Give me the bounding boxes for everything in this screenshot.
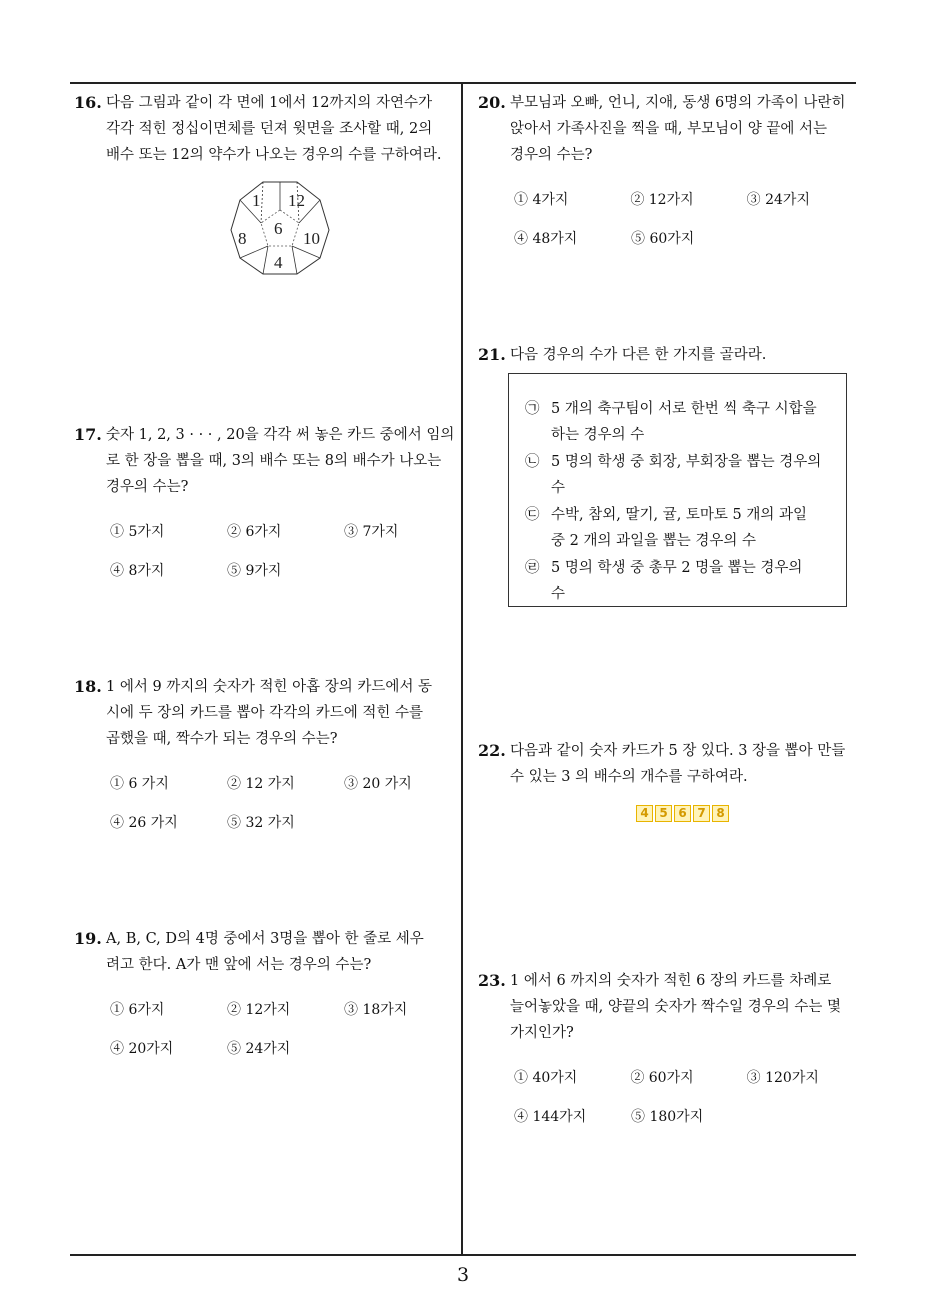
item-line: 수박, 참외, 딸기, 귤, 토마토 5 개의 과일: [551, 507, 808, 523]
stem-line: 수 있는 3 의 배수의 개수를 구하여라.: [510, 769, 748, 785]
stem-line: 려고 한다. A가 맨 앞에 서는 경우의 수는?: [106, 957, 372, 973]
choices: [74, 512, 464, 590]
question-number: 21.: [478, 345, 506, 364]
box-item: [509, 555, 846, 607]
question-23: [478, 968, 863, 1136]
stem-line: 각각 적힌 정십이면체를 던져 윗면을 조사할 때, 2의: [106, 121, 433, 137]
stem-line: 다음과 같이 숫자 카드가 5 장 있다. 3 장을 뽑아 만들: [510, 743, 846, 759]
question-20-stem: [478, 90, 863, 168]
item-line: 5 명의 학생 중 회장, 부회장을 뽑는 경우의: [551, 454, 822, 470]
stem-line: 가지인가?: [510, 1025, 574, 1041]
choices: [478, 1058, 863, 1136]
stem-line: 앉아서 가족사진을 찍을 때, 부모님이 양 끝에 서는: [510, 121, 828, 137]
choice-5[interactable]: ⑤ 60가지: [631, 230, 695, 247]
item-line: 수: [551, 480, 566, 496]
choice-1[interactable]: ① 6 가지: [110, 775, 169, 792]
face-label: 4: [274, 253, 283, 272]
stem-line: 경우의 수는?: [510, 147, 593, 163]
face-label: 1: [252, 191, 261, 210]
stem-line: 부모님과 오빠, 언니, 지애, 동생 6명의 가족이 나란히: [510, 95, 846, 111]
stem-line: 1 에서 9 까지의 숫자가 적힌 아홉 장의 카드에서 동: [106, 679, 433, 695]
choice-3[interactable]: ③ 24가지: [746, 191, 810, 208]
choice-4[interactable]: ④ 144가지: [514, 1108, 587, 1125]
stem-line: 1 에서 6 까지의 숫자가 적힌 6 장의 카드를 차례로: [510, 973, 832, 989]
choices: [74, 764, 464, 842]
choice-1[interactable]: ① 4가지: [514, 191, 569, 208]
number-card: 8: [712, 805, 729, 822]
dodecahedron-figure: [230, 178, 330, 278]
stem-line: 숫자 1, 2, 3 · · · , 20을 각각 써 놓은 카드 중에서 임의: [106, 427, 455, 443]
question-18: [74, 674, 464, 842]
item-mark: ㉢: [525, 507, 540, 523]
choice-1[interactable]: ① 5가지: [110, 523, 165, 540]
stem-line: 늘어놓았을 때, 양끝의 숫자가 짝수일 경우의 수는 몇: [510, 999, 842, 1015]
question-number: 20.: [478, 93, 506, 112]
choice-4[interactable]: ④ 48가지: [514, 230, 578, 247]
choice-1[interactable]: ① 40가지: [514, 1069, 578, 1086]
number-card: 6: [674, 805, 691, 822]
question-23-stem: [478, 968, 863, 1046]
face-label: 10: [303, 229, 320, 248]
box-item: [509, 449, 846, 501]
choice-2[interactable]: ② 6가지: [227, 523, 282, 540]
choice-2[interactable]: ② 12가지: [630, 191, 694, 208]
page-number: 3: [456, 1264, 470, 1286]
item-line: 하는 경우의 수: [551, 427, 645, 443]
item-line: 5 개의 축구팀이 서로 한번 씩 축구 시합을: [551, 401, 817, 417]
choice-3[interactable]: ③ 120가지: [746, 1069, 819, 1086]
column-divider: [461, 82, 463, 1255]
stem-line: 다음 그림과 같이 각 면에 1에서 12까지의 자연수가: [106, 95, 433, 111]
top-rule: [70, 82, 856, 84]
question-21: [478, 342, 863, 368]
choice-3[interactable]: ③ 18가지: [344, 1001, 408, 1018]
item-mark: ㉠: [525, 401, 540, 417]
number-card: 7: [693, 805, 710, 822]
choices: [74, 990, 464, 1068]
choices: [478, 180, 863, 258]
choice-3[interactable]: ③ 20 가지: [344, 775, 412, 792]
stem-line: 곱했을 때, 짝수가 되는 경우의 수는?: [106, 731, 338, 747]
question-20: [478, 90, 863, 258]
question-number: 18.: [74, 677, 102, 696]
choice-2[interactable]: ② 60가지: [630, 1069, 694, 1086]
item-mark: ㉣: [525, 560, 540, 576]
question-16: [74, 90, 464, 168]
stem-line: 경우의 수는?: [106, 479, 189, 495]
choice-5[interactable]: ⑤ 32 가지: [227, 814, 295, 831]
choice-2[interactable]: ② 12가지: [227, 1001, 291, 1018]
stem-line: 배수 또는 12의 약수가 나오는 경우의 수를 구하여라.: [106, 147, 442, 163]
stem-line: 다음 경우의 수가 다른 한 가지를 골라라.: [510, 347, 767, 363]
question-22-stem: [478, 738, 863, 790]
box-item: [509, 396, 846, 448]
item-line: 5 명의 학생 중 총무 2 명을 뽑는 경우의: [551, 560, 803, 576]
choice-5[interactable]: ⑤ 180가지: [631, 1108, 704, 1125]
item-line: 수: [551, 586, 566, 602]
question-number: 23.: [478, 971, 506, 990]
number-card: 4: [636, 805, 653, 822]
face-label: 6: [274, 219, 283, 238]
item-line: 중 2 개의 과일을 뽑는 경우의 수: [551, 533, 756, 549]
stem-line: 로 한 장을 뽑을 때, 3의 배수 또는 8의 배수가 나오는: [106, 453, 442, 469]
options-box: [508, 373, 847, 607]
choice-4[interactable]: ④ 26 가지: [110, 814, 178, 831]
question-17-stem: [74, 422, 464, 500]
face-label: 8: [238, 229, 247, 248]
face-label: 12: [288, 191, 305, 210]
question-19: [74, 926, 464, 1068]
question-number: 17.: [74, 425, 102, 444]
question-18-stem: [74, 674, 464, 752]
stem-line: 시에 두 장의 카드를 뽑아 각각의 카드에 적힌 수를: [106, 705, 424, 721]
choice-1[interactable]: ① 6가지: [110, 1001, 165, 1018]
question-number: 16.: [74, 93, 102, 112]
choice-2[interactable]: ② 12 가지: [227, 775, 295, 792]
choice-4[interactable]: ④ 8가지: [110, 562, 165, 579]
question-number: 22.: [478, 741, 506, 760]
bottom-rule: [70, 1254, 856, 1256]
question-19-stem: [74, 926, 464, 978]
choice-5[interactable]: ⑤ 24가지: [227, 1040, 291, 1057]
number-card: 5: [655, 805, 672, 822]
number-cards: [636, 805, 729, 822]
choice-4[interactable]: ④ 20가지: [110, 1040, 174, 1057]
choice-3[interactable]: ③ 7가지: [344, 523, 399, 540]
question-16-stem: [74, 90, 464, 168]
question-21-stem: [478, 342, 863, 368]
choice-5[interactable]: ⑤ 9가지: [227, 562, 282, 579]
question-17: [74, 422, 464, 590]
item-mark: ㉡: [525, 454, 540, 470]
box-item: [509, 502, 846, 554]
question-number: 19.: [74, 929, 102, 948]
question-22: [478, 738, 863, 790]
stem-line: A, B, C, D의 4명 중에서 3명을 뽑아 한 줄로 세우: [106, 931, 424, 947]
